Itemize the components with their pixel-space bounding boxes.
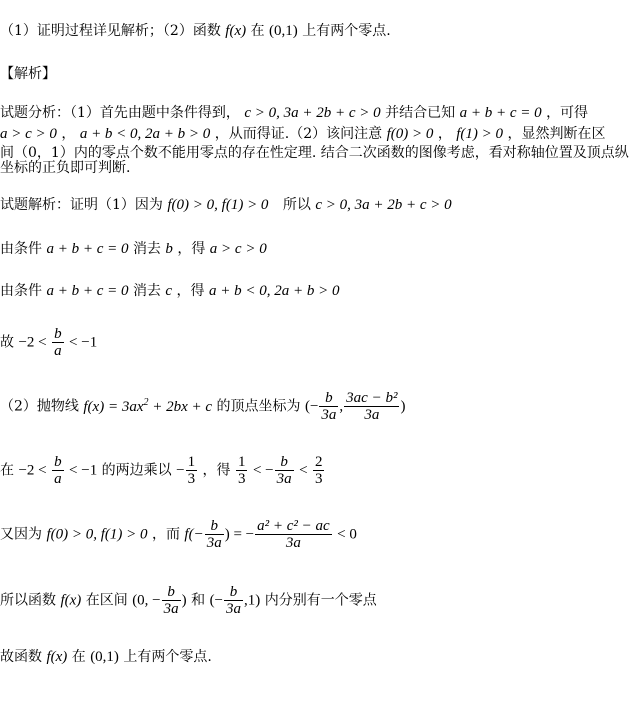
fraction <box>255 518 332 551</box>
text: ，得 <box>202 462 231 479</box>
denominator: 3a <box>163 601 179 617</box>
eliminate-b-line <box>0 240 267 258</box>
so-line <box>0 584 377 617</box>
math: f(x) <box>60 592 82 609</box>
analysis-line-1 <box>0 104 588 122</box>
numerator: b <box>54 454 62 470</box>
math: < −1 <box>69 462 98 479</box>
fraction <box>319 390 338 423</box>
denominator: 3 <box>314 471 323 487</box>
text: 内分别有一个零点 <box>264 592 377 609</box>
math <box>83 396 213 415</box>
math: < − <box>252 462 274 479</box>
math: ) <box>400 398 406 415</box>
math: < −1 <box>69 334 98 351</box>
denominator: 3 <box>237 471 246 487</box>
text: 和 <box>191 592 206 609</box>
math: (0, − <box>132 592 161 609</box>
numerator: b <box>319 390 338 407</box>
denominator: 3a <box>364 407 380 423</box>
math: f(x) = 3ax <box>83 398 144 415</box>
summary-text: （1）证明过程详见解析；（2）函数 <box>0 23 221 39</box>
math: < 0 <box>337 526 357 543</box>
proof-line <box>0 196 452 214</box>
therefore-line <box>0 326 97 359</box>
math: + 2bx + c <box>152 398 213 415</box>
text: ，显然判断在区 <box>507 126 606 142</box>
denominator: 3a <box>321 407 337 423</box>
text: 试题分析：（1）首先由题中条件得到， <box>0 105 240 121</box>
math: b <box>165 241 173 257</box>
math: c > 0, 3a + 2b + c > 0 <box>244 105 381 121</box>
numerator: 1 <box>187 454 196 470</box>
parabola-line <box>0 390 405 423</box>
math: (− <box>209 592 224 609</box>
fraction <box>205 518 224 551</box>
math: a > c > 0 <box>0 126 57 142</box>
text: 所以函数 <box>0 592 56 609</box>
text: 在区间 <box>85 592 128 609</box>
math: , <box>339 398 344 415</box>
fraction <box>313 454 325 487</box>
fraction <box>162 584 181 617</box>
summary-text: 上有两个零点. <box>302 23 391 39</box>
numerator: b <box>205 518 224 535</box>
text: 又因为 <box>0 526 42 543</box>
math: f(0) > 0, f(1) > 0 <box>46 526 148 543</box>
text: ，从而得证.（2）该问注意 <box>214 126 383 142</box>
numerator: b <box>224 584 243 601</box>
math: ) = − <box>224 526 255 543</box>
text: 并结合已知 <box>385 105 456 121</box>
denominator: a <box>54 343 62 359</box>
denominator: 3a <box>276 471 292 487</box>
superscript: 2 <box>143 396 149 408</box>
text: ，而 <box>151 526 180 543</box>
text: ，得 <box>177 241 206 257</box>
numerator: b <box>162 584 181 601</box>
denominator: a <box>54 471 62 487</box>
multiply-line <box>0 454 325 487</box>
text: 故函数 <box>0 649 42 665</box>
text: ，得 <box>176 283 205 299</box>
text: 试题解析：证明（1）因为 <box>0 197 163 213</box>
numerator: b <box>275 454 294 471</box>
also-line <box>0 518 357 551</box>
text: ，可得 <box>546 105 589 121</box>
math: ,1) <box>244 592 261 609</box>
analysis-heading: 【解析】 <box>0 66 56 82</box>
denominator: 3 <box>187 471 196 487</box>
numerator: 3ac − b² <box>346 390 398 406</box>
math: −2 < <box>18 334 47 351</box>
denominator: 3a <box>285 535 301 551</box>
denominator: 3a <box>206 535 222 551</box>
fraction <box>224 584 243 617</box>
text: 在 <box>0 462 14 479</box>
math: a > c > 0 <box>209 241 267 257</box>
text: 由条件 <box>0 241 42 257</box>
math: −2 < <box>18 462 47 479</box>
text: 的两边乘以 <box>101 462 172 479</box>
analysis-line-2 <box>0 125 606 143</box>
text: ， <box>437 126 452 142</box>
answer-summary <box>0 22 391 40</box>
fraction <box>344 390 399 423</box>
math: a + b < 0, 2a + b > 0 <box>79 126 211 142</box>
math: (− <box>304 398 319 415</box>
math: ) <box>181 592 187 609</box>
text: 在 <box>71 649 86 665</box>
fraction <box>52 326 64 359</box>
fraction <box>186 454 198 487</box>
numerator: 2 <box>314 454 323 470</box>
fraction <box>275 454 294 487</box>
conclusion-line <box>0 648 212 666</box>
text: 由条件 <box>0 283 42 299</box>
text: 上有两个零点. <box>123 649 212 665</box>
text: 所以 <box>282 197 311 213</box>
math: a + b < 0, 2a + b > 0 <box>208 283 340 299</box>
math: c <box>165 283 173 299</box>
summary-text: 在 <box>250 23 265 39</box>
math: f(− <box>184 526 204 543</box>
text: 消去 <box>132 283 161 299</box>
analysis-line-3: 间（0，1）内的零点个数不能用零点的存在性定理. 结合二次函数的图像考虑，看对称轴位置及顶点纵 <box>0 145 629 161</box>
function-fx: f(x) <box>225 23 247 39</box>
function-fx: f(x) <box>46 649 68 665</box>
eliminate-c-line <box>0 282 339 300</box>
denominator: 3a <box>226 601 242 617</box>
math: a + b + c = 0 <box>46 283 129 299</box>
math: f(1) > 0 <box>456 126 504 142</box>
text: 消去 <box>132 241 161 257</box>
numerator: 1 <box>237 454 246 470</box>
math: f(0) > 0, f(1) > 0 <box>167 197 269 213</box>
text: 故 <box>0 334 14 351</box>
analysis-line-4: 坐标的正负即可判断. <box>0 160 131 176</box>
numerator: a² + c² − ac <box>257 518 330 534</box>
math: − <box>176 462 185 479</box>
math: a + b + c = 0 <box>459 105 542 121</box>
text: ， <box>61 126 76 142</box>
interval: (0,1) <box>90 649 119 665</box>
math: a + b + c = 0 <box>46 241 129 257</box>
interval: (0,1) <box>269 23 298 39</box>
math: < <box>299 462 308 479</box>
text: 的顶点坐标为 <box>216 398 301 415</box>
math: c > 0, 3a + 2b + c > 0 <box>315 197 452 213</box>
fraction <box>52 454 64 487</box>
numerator: b <box>54 326 62 342</box>
text: （2）抛物线 <box>0 398 79 415</box>
fraction <box>236 454 248 487</box>
math: f(0) > 0 <box>386 126 434 142</box>
